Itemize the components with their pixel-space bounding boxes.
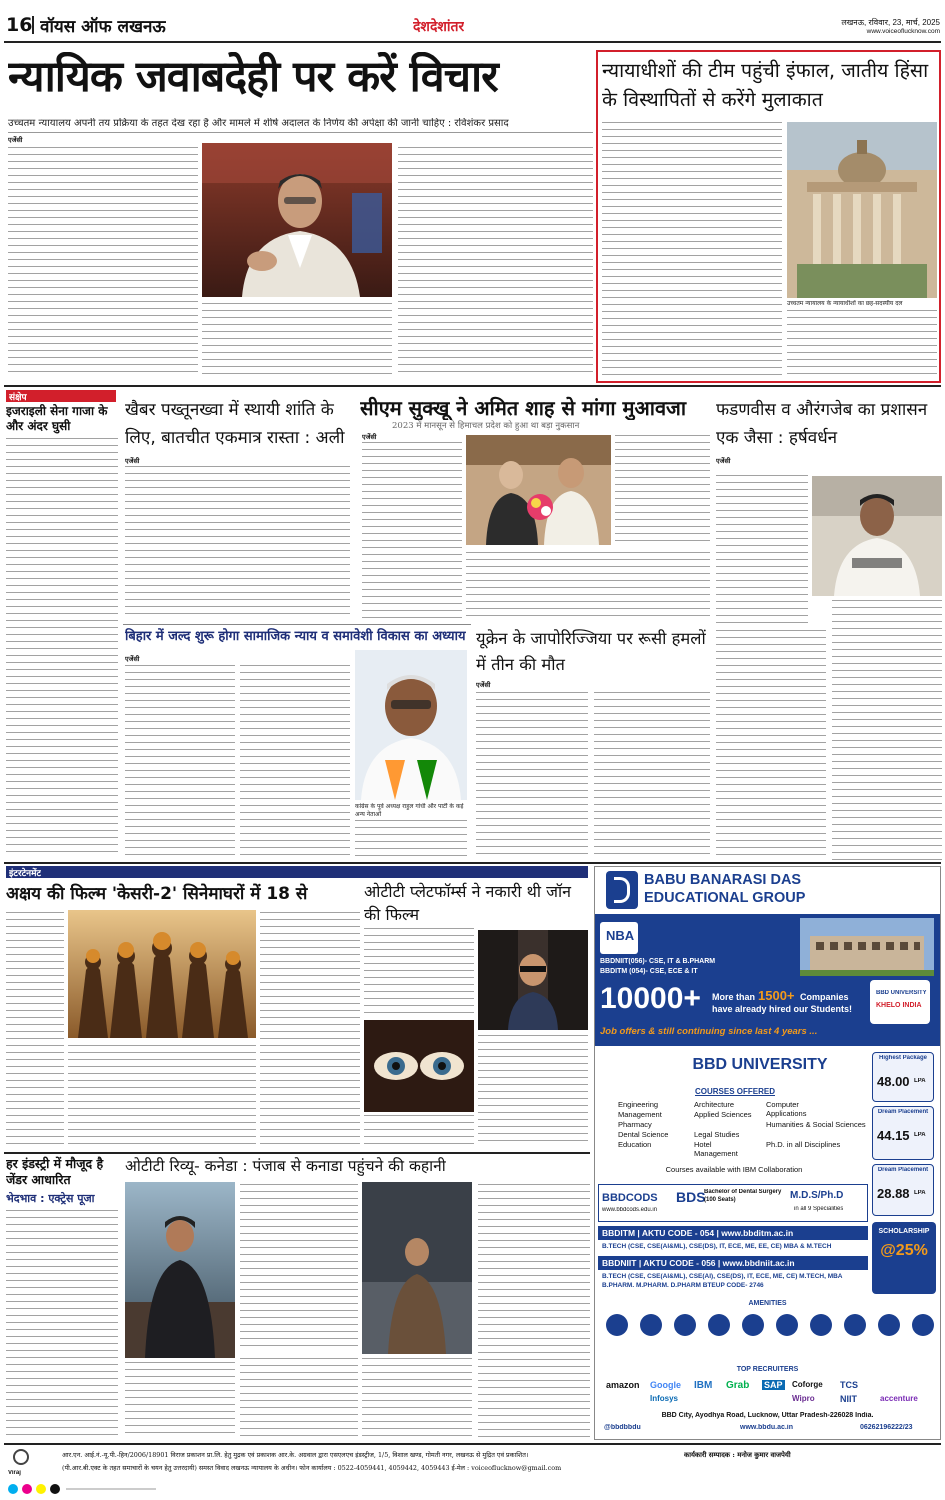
sukhu-text-col2 — [615, 435, 710, 547]
review-text-col2 — [240, 1358, 358, 1438]
recruiter-coforge: Coforge — [792, 1380, 823, 1389]
hired-text-prefix: More than — [712, 992, 756, 1002]
kesari-headline: अक्षय की फिल्म 'केसरी-2' सिनेमाघरों में 18 से — [6, 884, 308, 904]
industry-subhead: भेदभाव : एक्ट्रेस पूजा — [6, 1192, 95, 1205]
amenity-temple-icon — [742, 1314, 764, 1336]
bbd-site: www.bbdu.ac.in — [740, 1424, 794, 1431]
review-text-col3 — [125, 1362, 235, 1438]
kharge-photo — [355, 650, 467, 800]
bihar-text-col1 — [125, 665, 235, 857]
ott-film-poster — [478, 930, 588, 1030]
bbd-address: BBD City, Ayodhya Road, Lucknow, Uttar Pradesh-226028 India. — [661, 1412, 874, 1419]
course-humanities: Humanities & Social Sciences — [766, 1120, 866, 1129]
kanneda-poster — [125, 1182, 235, 1358]
footer-line-1: आर.एन. आई.नं.-यू.पी.-हिन/2006/18901 विराज प्रकाशन प्रा.लि. हेतु मुद्रक एवं प्रकाशक आर.के. अग्रवाल द्वारा एसएलएच इंडस्ट्रीज, 1/5, विशाल खण्ड, गोमती नगर, लखनऊ से मुद्रित एवं प्रकाशित। — [62, 1451, 529, 1459]
bbd-logo-icon — [606, 871, 638, 909]
bbditm-courses: B.TECH (CSE, CSE(AI&ML), CSE(DS), IT, ECE, ME, EE, CE) MBA & M.TECH — [602, 1243, 832, 1250]
bbdniit-accreditation: BBDNIIT(056)- CSE, IT & B.PHARM — [600, 958, 716, 965]
amenity-library-icon — [606, 1314, 628, 1336]
recruiter-google: Google — [650, 1380, 681, 1390]
package-unit-2: LPA — [914, 1132, 926, 1138]
lead-text-col1 — [8, 147, 198, 377]
recruiter-sap: SAP — [764, 1380, 783, 1390]
ott-text-col2 — [478, 1035, 588, 1147]
viraj-logo-icon — [8, 1447, 34, 1471]
bbditm-code: BBDITM | AKTU CODE - 054 | www.bbditm.ac.in — [602, 1228, 794, 1238]
sukhu-subhead: 2023 में मानसून से हिमाचल प्रदेश को हुआ था बड़ा नुकसान — [392, 421, 580, 431]
lead-text-col2 — [202, 303, 392, 377]
scholarship-label: SCHOLARSHIP — [878, 1228, 930, 1235]
review-text-col5 — [478, 1184, 590, 1438]
amenity-ac-icon — [810, 1314, 832, 1336]
bds-title: BDS — [676, 1189, 706, 1205]
course-dental: Dental Science — [618, 1130, 669, 1139]
course-hotel: Hotel Management — [694, 1140, 738, 1158]
lead-text-col3 — [398, 147, 593, 377]
khyber-byline: एजेंसी — [125, 458, 140, 465]
lead-photo — [202, 143, 392, 297]
recruiter-grab: Grab — [726, 1380, 750, 1391]
bihar-text-col2 — [240, 665, 350, 857]
bihar-headline: बिहार में जल्द शुरू होगा सामाजिक न्याय व समावेशी विकास का अध्याय — [125, 629, 466, 644]
brief-label: संक्षेप — [9, 393, 27, 403]
bbdniit-courses: B.TECH (CSE, CSE(AI&ML), CSE(AI), CSE(DS), IT, ECE, ME, CE) M.TECH, MBA B.PHARM. M.PHARM. D.PHARM BTEUP CODE- 2746 — [602, 1273, 843, 1289]
amenity-cafeteria-icon — [674, 1314, 696, 1336]
recruiter-wipro: Wipro — [792, 1394, 815, 1403]
amenities-title: AMENITIES — [748, 1300, 787, 1307]
recruiter-tcs: TCS — [840, 1380, 858, 1390]
kesari-text-col3 — [68, 1045, 256, 1147]
hired-text-line2: have already hired our Students! — [712, 1004, 853, 1014]
scholarship-value: @25% — [880, 1242, 928, 1259]
section-title: देशदेशांतर — [413, 19, 465, 35]
ibm-line: Courses available with IBM Collaboration — [665, 1165, 803, 1174]
bihar-caption-more — [355, 820, 467, 857]
industry-text — [6, 1210, 118, 1438]
fadnavis-text-col1 — [716, 475, 808, 625]
bbdcods-url: www.bbdcods.edu.in — [602, 1207, 658, 1213]
khyber-headline: खैबर पख्तूनख्वा में स्थायी शांति के लिए, बातचीत एकमात्र रास्ता : अली — [125, 400, 345, 448]
judges-headline: न्यायाधीशों की टीम पहुंची इंफाल, जातीय हिंसा के विस्थापितों से करेंगे मुलाकात — [602, 59, 929, 111]
lead-deck: उच्चतम न्यायालय अपनी तय प्रक्रिया के तहत देख रहा है और मामले में शीर्ष अदालत के निर्णय की अपेक्षा की जानी चाहिए : रविशंकर प्रसाद — [8, 118, 509, 129]
bbd-phone: 06262196222/23 — [860, 1424, 913, 1431]
course-education: Education — [618, 1140, 652, 1149]
paper-name: वॉयस ऑफ लखनऊ — [40, 17, 166, 37]
kesari-poster — [68, 910, 256, 1038]
sukhu-headline: सीएम सुक्खू ने अमित शाह से मांगा मुआवजा — [360, 396, 687, 420]
bbditm-accreditation: BBDITM (054)- CSE, ECE & IT — [600, 968, 698, 975]
fadnavis-text-col2 — [716, 630, 826, 860]
recruiter-accenture: accenture — [880, 1394, 918, 1403]
fadnavis-headline: फडणवीस व औरंगजेब का प्रशासन एक जैसा : हर्षवर्धन — [716, 400, 928, 448]
bbdniit-code: BBDNIIT | AKTU CODE - 056 | www.bbdniit.ac.in — [602, 1258, 795, 1268]
ott-text-col1 — [364, 928, 474, 1018]
recruiter-amazon: amazon — [606, 1380, 640, 1390]
harshvardhan-photo — [812, 476, 942, 596]
ott-text-col3 — [364, 1115, 474, 1147]
mds-title: M.D.S/Ph.D — [790, 1190, 844, 1201]
footer-editor: कार्यकारी सम्पादक : मनोज कुमार वाजपेयी — [684, 1451, 791, 1459]
amenity-fm-icon — [878, 1314, 900, 1336]
recruiters-title: TOP RECRUITERS — [736, 1366, 799, 1373]
hired-text-companies: Companies — [800, 992, 849, 1002]
ent-label: इंटरटेनमेंट — [9, 869, 42, 879]
amenity-hostel-icon — [640, 1314, 662, 1336]
sukhu-text-col3 — [466, 552, 710, 618]
bbd-group-name: BABU BANARASI DAS — [644, 872, 802, 888]
viraj-logo-text: Viraj — [8, 1470, 21, 1476]
hired-count: 10000+ — [600, 982, 701, 1015]
package-value-3: 28.88 — [877, 1186, 910, 1201]
recruiter-infosys: Infosys — [650, 1394, 679, 1403]
bbd-social: @bbdbbdu — [604, 1424, 641, 1431]
courses-title: COURSES OFFERED — [694, 1087, 775, 1096]
amenity-bank-icon — [776, 1314, 798, 1336]
package-value-1: 48.00 — [877, 1074, 910, 1089]
judges-caption: उच्चतम न्यायालय के न्यायाधीशों का छह-सदस्यीय दल — [787, 300, 903, 307]
course-architecture: Architecture — [694, 1100, 735, 1109]
amenities-icon-row — [602, 1312, 934, 1342]
ent-label-bar — [6, 866, 588, 878]
amenity-wifi-icon — [912, 1314, 934, 1336]
fadnavis-text-col3 — [832, 600, 942, 860]
color-registration-strip — [8, 1482, 158, 1496]
bihar-byline: एजेंसी — [125, 656, 140, 663]
package-unit-3: LPA — [914, 1190, 926, 1196]
dateline: लखनऊ, रविवार, 23, मार्च, 2025 — [841, 18, 940, 27]
course-phd: Ph.D. in all Disciplines — [766, 1140, 841, 1149]
ott-eyes-image — [364, 1020, 474, 1112]
khyber-text — [125, 466, 350, 618]
course-engineering: Engineering — [618, 1100, 659, 1109]
course-legal: Legal Studies — [694, 1130, 740, 1139]
supreme-court-photo — [787, 122, 937, 298]
ukraine-text-col1 — [476, 692, 588, 857]
course-management: Management — [618, 1110, 662, 1119]
bihar-caption: कांग्रेस के पूर्व अध्यक्ष राहुल गांधी और पार्टी के कई अन्य नेताओं — [355, 803, 464, 818]
course-pharmacy: Pharmacy — [618, 1120, 652, 1129]
hired-text-highlight: 1500+ — [758, 988, 795, 1003]
amenity-transport-icon — [708, 1314, 730, 1336]
judges-caption-more — [787, 310, 937, 378]
nba-badge: NBA — [600, 922, 638, 954]
industry-headline: हर इंडस्ट्री में मौजूद है जेंडर आधारित — [6, 1156, 104, 1187]
review-headline: ओटीटी रिव्यू- कनेडा : पंजाब से कनाडा पहुंचने की कहानी — [125, 1157, 446, 1175]
brief-headline: इजराइली सेना गाजा के और अंदर घुसी — [6, 404, 108, 433]
kesari-text-col2 — [260, 912, 360, 1147]
package-label-1: Highest Package — [878, 1055, 928, 1061]
ott-headline: ओटीटी प्लेटफॉर्म्स ने नकारी थी जॉन की फिल्म — [364, 882, 571, 924]
judges-text — [602, 122, 782, 377]
kesari-text-col1 — [6, 912, 64, 1147]
footer-line-2: (पी.आर.बी.एक्ट के तहत समाचारों के चयन हेतु उत्तरदायी) समस्त विवाद लखनऊ न्यायालय के अधीन। फोन कार्यालय : 0522-4059441, 4059442, 4059443 ई-मेल : voiceoflucknow@gmail.com — [62, 1464, 562, 1472]
page-number: 16 — [6, 14, 33, 36]
masthead — [0, 0, 945, 40]
lead-headline: न्यायिक जवाबदेही पर करें विचार — [8, 52, 498, 102]
bbd-university-badge: BBD UNIVERSITY KHELO INDIA — [870, 980, 930, 1024]
fadnavis-byline: एजेंसी — [716, 458, 731, 465]
bbdcods-title: BBDCODS — [602, 1192, 658, 1204]
review-text-col1 — [240, 1184, 358, 1352]
mds-text: in all 9 Specialities — [794, 1206, 844, 1212]
package-unit-1: LPA — [914, 1078, 926, 1084]
recruiter-ibm: IBM — [694, 1380, 713, 1391]
bbd-campus-image — [800, 918, 934, 976]
ukraine-headline: यूक्रेन के जापोरिज्जिया पर रूसी हमलों में तीन की मौत — [476, 629, 706, 674]
bds-text: Bachelor of Dental Surgery (100 Seats) — [704, 1189, 782, 1203]
review-text-col4 — [362, 1358, 472, 1438]
amenity-cricket-icon — [844, 1314, 866, 1336]
sukhu-byline: एजेंसी — [362, 434, 377, 441]
package-label-3: Dream Placement — [877, 1167, 929, 1173]
website: www.voiceoflucknow.com — [866, 28, 940, 35]
ukraine-text-col2 — [594, 692, 710, 857]
sukhu-shah-photo — [466, 435, 611, 545]
bbd-university-title: BBD UNIVERSITY — [692, 1056, 828, 1073]
sukhu-text-col1 — [362, 442, 462, 618]
course-applied: Applied Sciences — [694, 1110, 752, 1119]
recruiter-niit: NIIT — [840, 1394, 857, 1404]
offers-line: Job offers & still continuing since last 4 years ... — [600, 1026, 818, 1037]
course-computer: Computer Applications — [766, 1100, 807, 1118]
bbd-group-name-2: EDUCATIONAL GROUP — [644, 890, 806, 906]
package-label-2: Dream Placement — [877, 1109, 929, 1115]
package-value-2: 44.15 — [877, 1128, 910, 1143]
brief-text — [6, 438, 118, 853]
ukraine-byline: एजेंसी — [476, 682, 491, 689]
review-scene-photo — [362, 1182, 472, 1354]
lead-byline: एजेंसी — [8, 137, 23, 144]
